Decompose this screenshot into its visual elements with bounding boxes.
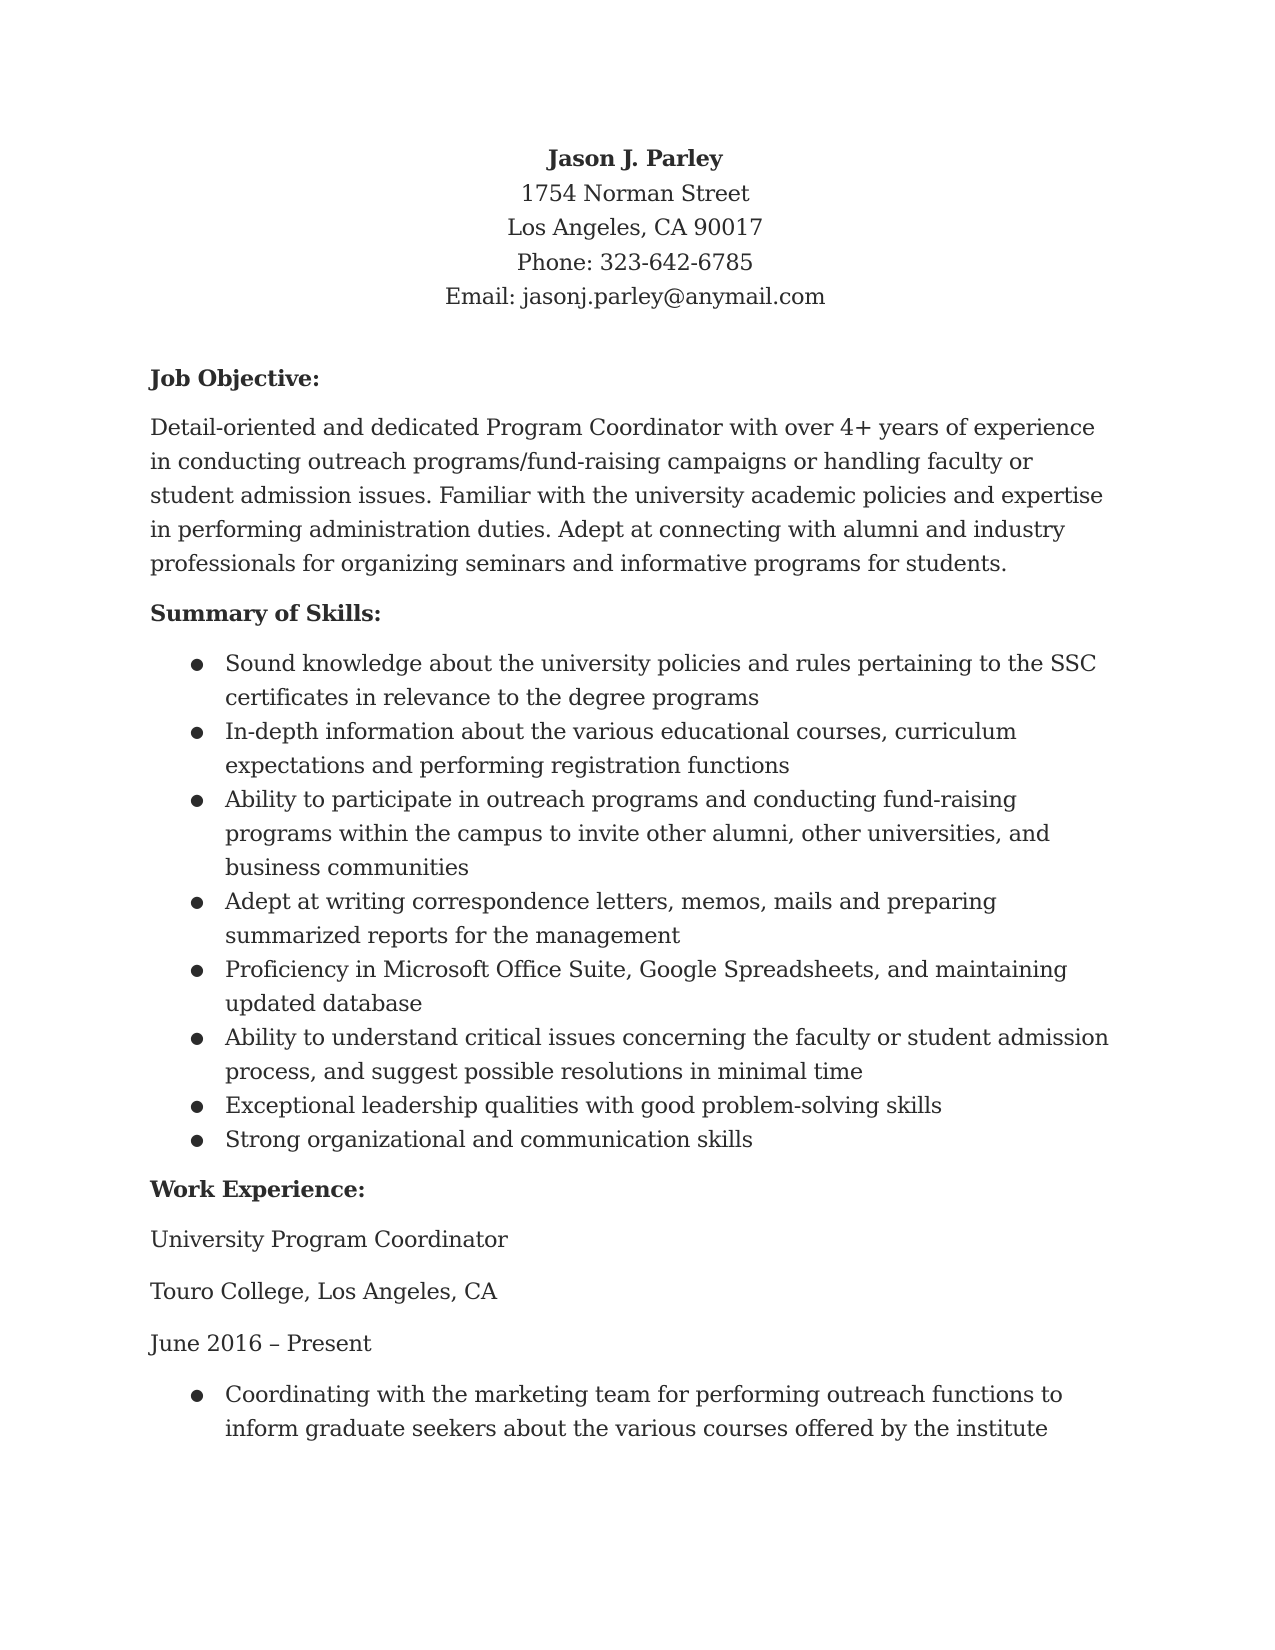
- work-heading: Work Experience:: [150, 1176, 366, 1203]
- job-company: Touro College, Los Angeles, CA: [150, 1278, 497, 1305]
- work-duties-list: [150, 1378, 1120, 1446]
- skill-text: In-depth information about the various educational courses, curriculum expectations and performing registration functions: [225, 718, 1017, 779]
- list-item: [150, 1089, 1120, 1123]
- bullet-icon: ●: [190, 1384, 204, 1404]
- bullet-icon: ●: [190, 789, 204, 809]
- bullet-icon: ●: [190, 891, 204, 911]
- resume-content: [150, 142, 1120, 1446]
- list-item: [150, 715, 1120, 783]
- bullet-icon: ●: [190, 959, 204, 979]
- bullet-icon: ●: [190, 1095, 204, 1115]
- skill-text: Strong organizational and communication skills: [225, 1126, 753, 1153]
- objective-heading: Job Objective:: [150, 365, 320, 392]
- skills-heading: Summary of Skills:: [150, 600, 382, 627]
- email-address: Email: jasonj.parley@anymail.com: [444, 284, 826, 310]
- objective-text: Detail-oriented and dedicated Program Coordinator with over 4+ years of experience in conducting outreach programs/fund-raising campaigns or handling faculty or student admission issues. Familiar with the university academic policies and expertise in performing administration duties. Adept at connecting with alumni and industry professionals for organizing seminars and informative programs for students.: [150, 414, 1103, 577]
- skill-text: Ability to understand critical issues concerning the faculty or student admission process, and suggest possible resolutions in minimal time: [225, 1024, 1109, 1085]
- skill-text: Adept at writing correspondence letters, memos, mails and preparing summarized reports for the management: [225, 888, 997, 949]
- address-city: Los Angeles, CA 90017: [507, 215, 763, 241]
- job-title: University Program Coordinator: [150, 1226, 508, 1253]
- skill-text: Ability to participate in outreach programs and conducting fund-raising programs within the campus to invite other alumni, other universities, and business communities: [225, 786, 1050, 881]
- skill-text: Exceptional leadership qualities with good problem-solving skills: [225, 1092, 942, 1119]
- contact-header: [150, 142, 1120, 315]
- list-item: [150, 1021, 1120, 1089]
- skill-text: Proficiency in Microsoft Office Suite, Google Spreadsheets, and maintaining updated database: [225, 956, 1068, 1017]
- list-item: [150, 647, 1120, 715]
- bullet-icon: ●: [190, 1027, 204, 1047]
- skill-text: Sound knowledge about the university policies and rules pertaining to the SSC certificates in relevance to the degree programs: [225, 650, 1097, 711]
- list-item: [150, 783, 1120, 885]
- bullet-icon: ●: [190, 653, 204, 673]
- skills-list: [150, 647, 1120, 1157]
- phone-number: Phone: 323-642-6785: [516, 249, 754, 276]
- list-item: [150, 1378, 1120, 1446]
- address-street: 1754 Norman Street: [520, 180, 750, 207]
- bullet-icon: ●: [190, 1129, 204, 1149]
- list-item: [150, 1123, 1120, 1157]
- list-item: [150, 885, 1120, 953]
- duty-text: Coordinating with the marketing team for performing outreach functions to inform graduate seekers about the various courses offered by the institute: [225, 1381, 1063, 1442]
- job-dates: June 2016 – Present: [150, 1330, 372, 1357]
- candidate-name: Jason J. Parley: [547, 146, 723, 172]
- bullet-icon: ●: [190, 721, 204, 741]
- list-item: [150, 953, 1120, 1021]
